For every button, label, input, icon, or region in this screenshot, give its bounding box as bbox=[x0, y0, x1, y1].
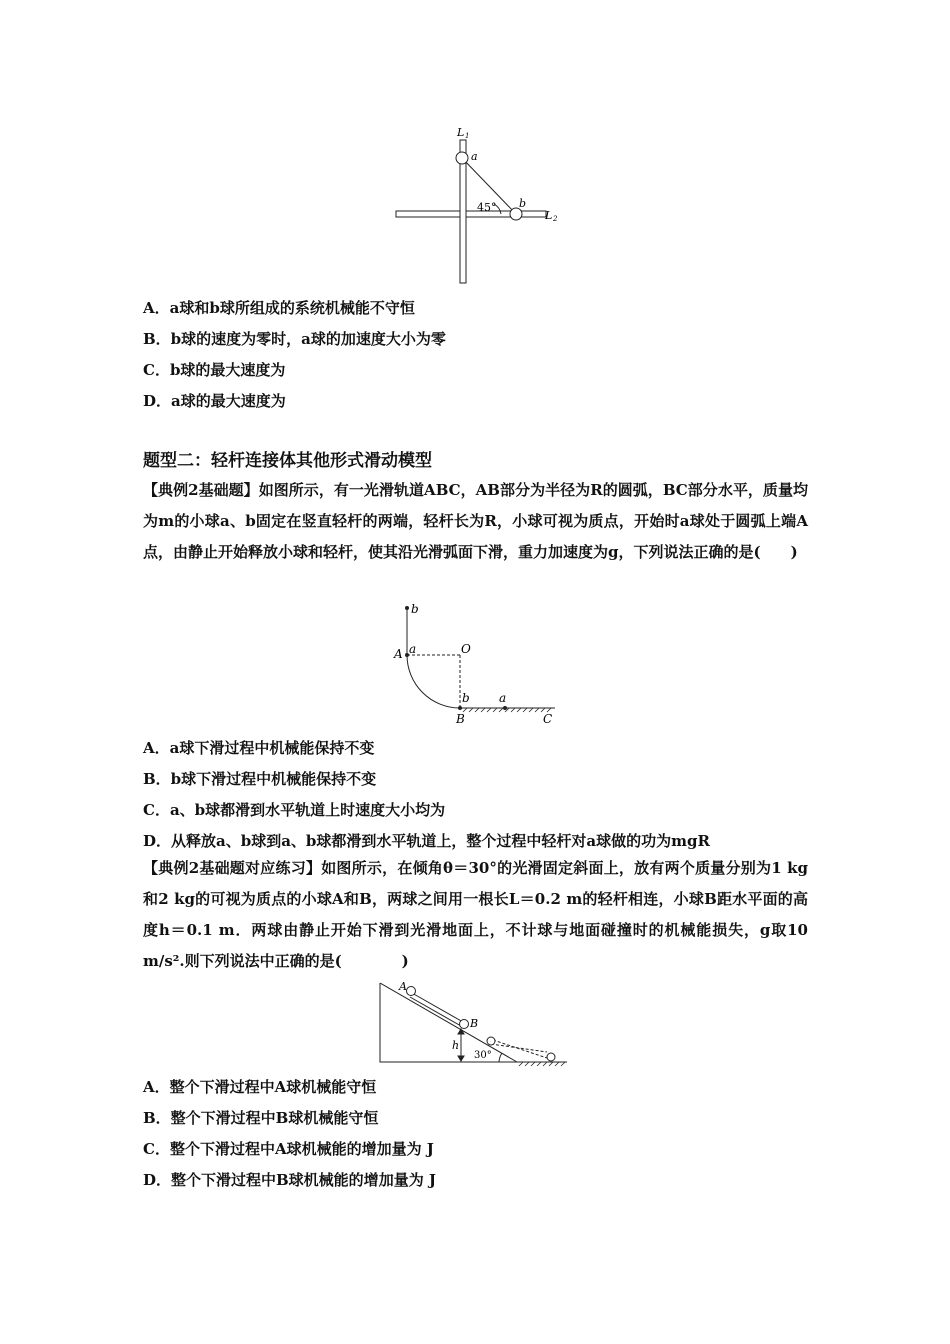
label-b-bottom: b bbox=[462, 691, 470, 705]
practice2-text: 【典例2基础题对应练习】如图所示，在倾角θ＝30°的光滑固定斜面上，放有两个质量分别为1 kg和2 kg的可视为质点的小球A和B，两球之间用一根长L＝0.2 m的轻杆相连，小球B距水平面的高度h＝0.1 m．两球由静止开始下滑到光滑地面上，不计球与地面碰撞时的机械能损失，g取10 m/s².则下列说法中正确的是( ) bbox=[143, 859, 808, 970]
label-ball-a: A bbox=[399, 980, 407, 993]
figure-arc-track bbox=[385, 598, 585, 728]
label-b-top: b bbox=[411, 602, 419, 616]
p2-option-a: A．整个下滑过程中A球机械能守恒 bbox=[143, 1078, 377, 1096]
label-point-b: B bbox=[456, 712, 465, 726]
label-point-a: A bbox=[394, 647, 403, 661]
q1-option-a: A．a球和b球所组成的系统机械能不守恒 bbox=[143, 299, 415, 317]
label-l1: L bbox=[457, 126, 465, 139]
label-point-c: C bbox=[543, 712, 553, 726]
label-l1-sub: 1 bbox=[465, 132, 470, 140]
q1-option-c: C．b球的最大速度为 bbox=[143, 361, 286, 379]
figure-incline bbox=[375, 978, 575, 1070]
label-ball-b: B bbox=[470, 1017, 479, 1030]
q1-option-d: D．a球的最大速度为 bbox=[143, 392, 286, 410]
section-title: 题型二：轻杆连接体其他形式滑动模型 bbox=[143, 451, 432, 471]
ex2-option-a: A．a球下滑过程中机械能保持不变 bbox=[143, 739, 375, 757]
label-point-o: O bbox=[461, 642, 471, 656]
p2-option-d: D．整个下滑过程中B球机械能的增加量为 J bbox=[143, 1171, 437, 1189]
p2-option-b: B．整个下滑过程中B球机械能守恒 bbox=[143, 1109, 379, 1127]
ex2-option-d: D．从释放a、b球到a、b球都滑到水平轨道上，整个过程中轻杆对a球做的功为mgR bbox=[143, 832, 710, 850]
label-a: a bbox=[471, 150, 478, 163]
q1-option-b: B．b球的速度为零时，a球的加速度大小为零 bbox=[143, 330, 446, 348]
label-a-top: a bbox=[409, 642, 417, 656]
label-a-bottom: a bbox=[499, 691, 507, 705]
label-b: b bbox=[519, 197, 527, 210]
figure-crossed-rods bbox=[390, 125, 570, 290]
label-height-h: h bbox=[452, 1039, 460, 1052]
ex2-option-c: C．a、b球都滑到水平轨道上时速度大小均为 bbox=[143, 801, 446, 819]
label-angle: 45° bbox=[477, 201, 497, 214]
ex2-option-b: B．b球下滑过程中机械能保持不变 bbox=[143, 770, 377, 788]
label-l2-sub: 2 bbox=[553, 215, 558, 223]
label-l2: L bbox=[545, 209, 553, 222]
example2-text: 【典例2基础题】如图所示，有一光滑轨道ABC，AB部分为半径为R的圆弧，BC部分水平，质量均为m的小球a、b固定在竖直轻杆的两端，轻杆长为R，小球可视为质点，开始时a球处于圆弧上端A点，由静止开始释放小球和轻杆，使其沿光滑弧面下滑，重力加速度为g，下列说法正确的是( ) bbox=[143, 481, 808, 561]
label-incline-angle: 30° bbox=[474, 1050, 492, 1061]
p2-option-c: C．整个下滑过程中A球机械能的增加量为 J bbox=[143, 1140, 434, 1158]
